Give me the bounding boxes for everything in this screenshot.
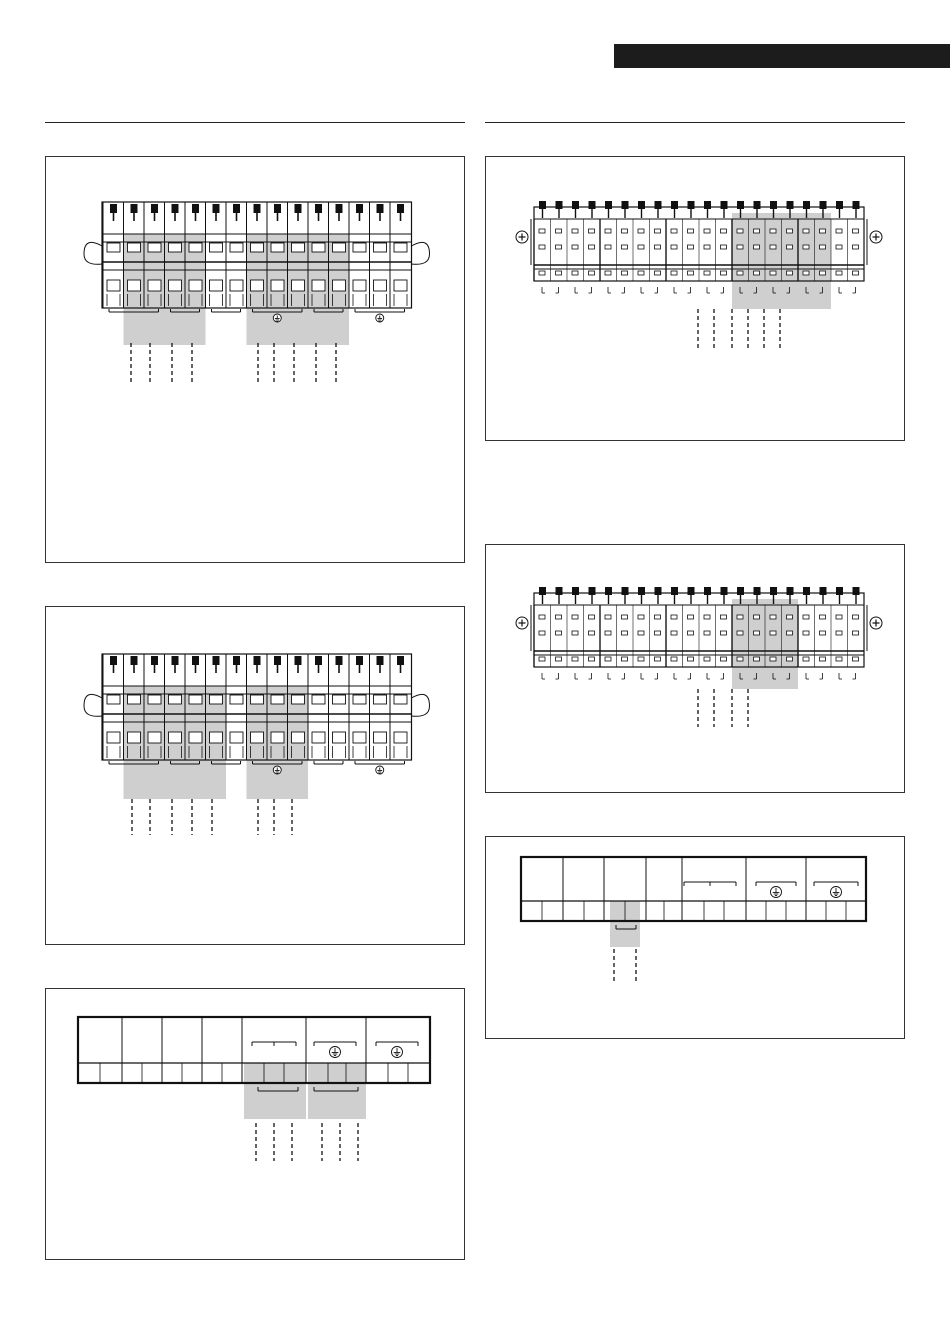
side-clip xyxy=(412,242,430,264)
indicator xyxy=(836,631,842,635)
indicator xyxy=(539,631,545,635)
breaker-toggle xyxy=(151,204,158,213)
diagram-panel-terminal-schematic-1 xyxy=(45,988,465,1260)
breaker-toggle xyxy=(737,201,744,209)
breaker-toggle xyxy=(254,204,261,213)
breaker-toggle xyxy=(397,656,404,665)
breaker-strip-diagram xyxy=(486,545,906,794)
indicator xyxy=(737,229,743,233)
pole-window xyxy=(333,732,346,743)
pole-window xyxy=(210,695,223,704)
indicator xyxy=(671,615,677,619)
breaker-toggle xyxy=(836,201,843,209)
indicator xyxy=(704,657,710,661)
indicator xyxy=(803,245,809,249)
indicator xyxy=(589,271,595,275)
side-clip xyxy=(84,242,102,264)
diagram-panel-breaker-row-2 xyxy=(45,606,465,945)
indicator xyxy=(655,657,661,661)
indicator xyxy=(803,271,809,275)
breaker-toggle xyxy=(274,204,281,213)
terminal-schematic-diagram xyxy=(486,837,906,1040)
indicator xyxy=(721,631,727,635)
breaker-toggle xyxy=(688,201,695,209)
indicator xyxy=(605,229,611,233)
indicator xyxy=(704,271,710,275)
diagram-panel-terminal-schematic-2 xyxy=(485,836,905,1039)
breaker-toggle xyxy=(721,587,728,595)
breaker-toggle xyxy=(397,204,404,213)
breaker-toggle xyxy=(213,656,220,665)
indicator xyxy=(688,245,694,249)
indicator xyxy=(820,229,826,233)
pole-window xyxy=(210,280,223,291)
pole-window xyxy=(394,243,407,252)
diagram-panel-breaker-strip-1 xyxy=(485,156,905,441)
breaker-toggle xyxy=(853,201,860,209)
side-clip xyxy=(412,694,430,716)
indicator xyxy=(622,271,628,275)
breaker-toggle xyxy=(556,587,563,595)
indicator xyxy=(572,229,578,233)
indicator xyxy=(853,245,859,249)
indicator xyxy=(853,229,859,233)
indicator xyxy=(787,245,793,249)
pole-window xyxy=(128,732,141,743)
breaker-toggle xyxy=(589,587,596,595)
breaker-toggle xyxy=(803,201,810,209)
breaker-toggle xyxy=(377,204,384,213)
breaker-toggle xyxy=(836,587,843,595)
indicator xyxy=(787,631,793,635)
indicator xyxy=(605,271,611,275)
indicator xyxy=(622,615,628,619)
breaker-toggle xyxy=(787,201,794,209)
indicator xyxy=(655,229,661,233)
breaker-toggle xyxy=(131,204,138,213)
breaker-toggle xyxy=(110,656,117,665)
pole-window xyxy=(353,732,366,743)
indicator xyxy=(556,657,562,661)
indicator xyxy=(803,657,809,661)
breaker-toggle xyxy=(704,201,711,209)
indicator xyxy=(754,615,760,619)
pole-window xyxy=(374,732,387,743)
breaker-toggle xyxy=(671,201,678,209)
pole-window xyxy=(333,243,346,252)
breaker-toggle xyxy=(803,587,810,595)
pole-window xyxy=(128,280,141,291)
indicator xyxy=(655,245,661,249)
pole-window xyxy=(189,695,202,704)
indicator xyxy=(770,245,776,249)
breaker-toggle xyxy=(754,587,761,595)
right-column-rule xyxy=(485,122,905,123)
indicator xyxy=(721,271,727,275)
indicator xyxy=(688,657,694,661)
pole-window xyxy=(148,695,161,704)
breaker-toggle xyxy=(192,656,199,665)
indicator xyxy=(820,631,826,635)
indicator xyxy=(704,229,710,233)
indicator xyxy=(638,245,644,249)
indicator xyxy=(671,657,677,661)
pole-window xyxy=(374,280,387,291)
indicator xyxy=(770,271,776,275)
breaker-toggle xyxy=(539,201,546,209)
indicator xyxy=(638,657,644,661)
indicator xyxy=(539,245,545,249)
indicator xyxy=(737,631,743,635)
indicator xyxy=(704,615,710,619)
indicator xyxy=(671,631,677,635)
breaker-toggle xyxy=(638,201,645,209)
indicator xyxy=(853,657,859,661)
breaker-toggle xyxy=(820,201,827,209)
indicator xyxy=(836,229,842,233)
breaker-toggle xyxy=(315,656,322,665)
indicator xyxy=(688,631,694,635)
pole-window xyxy=(312,695,325,704)
indicator xyxy=(754,631,760,635)
breaker-toggle xyxy=(172,656,179,665)
breaker-toggle xyxy=(622,587,629,595)
indicator xyxy=(589,229,595,233)
breaker-toggle xyxy=(556,201,563,209)
breaker-toggle xyxy=(295,656,302,665)
breaker-toggle xyxy=(377,656,384,665)
pole-window xyxy=(107,280,120,291)
indicator xyxy=(539,657,545,661)
indicator xyxy=(853,631,859,635)
pole-window xyxy=(169,243,182,252)
pole-window xyxy=(292,243,305,252)
breaker-row-diagram xyxy=(46,607,466,946)
breaker-strip-diagram xyxy=(486,157,906,442)
pole-window xyxy=(251,732,264,743)
pole-window xyxy=(312,732,325,743)
indicator xyxy=(770,631,776,635)
indicator xyxy=(556,271,562,275)
breaker-toggle xyxy=(356,656,363,665)
indicator xyxy=(820,657,826,661)
indicator xyxy=(770,229,776,233)
indicator xyxy=(655,631,661,635)
breaker-toggle xyxy=(572,201,579,209)
pole-window xyxy=(128,695,141,704)
pole-window xyxy=(271,280,284,291)
indicator xyxy=(754,271,760,275)
pole-window xyxy=(230,732,243,743)
pole-window xyxy=(394,732,407,743)
pole-window xyxy=(189,732,202,743)
indicator xyxy=(539,271,545,275)
indicator xyxy=(721,245,727,249)
indicator xyxy=(671,271,677,275)
breaker-toggle xyxy=(151,656,158,665)
pole-window xyxy=(210,732,223,743)
pole-window xyxy=(148,243,161,252)
pole-window xyxy=(353,695,366,704)
pole-window xyxy=(353,280,366,291)
pole-window xyxy=(394,280,407,291)
side-clip xyxy=(84,694,102,716)
indicator xyxy=(754,229,760,233)
terminal-schematic-diagram xyxy=(46,989,466,1261)
pole-window xyxy=(107,243,120,252)
indicator xyxy=(622,657,628,661)
indicator xyxy=(589,657,595,661)
indicator xyxy=(638,229,644,233)
pole-window xyxy=(292,280,305,291)
breaker-toggle xyxy=(131,656,138,665)
indicator xyxy=(605,657,611,661)
pole-window xyxy=(333,695,346,704)
breaker-toggle xyxy=(315,204,322,213)
indicator xyxy=(605,631,611,635)
indicator xyxy=(836,271,842,275)
pole-window xyxy=(292,732,305,743)
indicator xyxy=(737,271,743,275)
indicator xyxy=(556,631,562,635)
indicator xyxy=(820,271,826,275)
breaker-toggle xyxy=(254,656,261,665)
indicator xyxy=(721,615,727,619)
indicator xyxy=(853,271,859,275)
indicator xyxy=(572,271,578,275)
breaker-toggle xyxy=(213,204,220,213)
indicator xyxy=(787,271,793,275)
indicator xyxy=(803,631,809,635)
indicator xyxy=(737,245,743,249)
indicator xyxy=(754,245,760,249)
indicator xyxy=(787,229,793,233)
pole-window xyxy=(169,280,182,291)
pole-window xyxy=(374,695,387,704)
indicator xyxy=(589,631,595,635)
indicator xyxy=(572,615,578,619)
indicator xyxy=(622,631,628,635)
indicator xyxy=(688,271,694,275)
breaker-toggle xyxy=(110,204,117,213)
indicator xyxy=(638,631,644,635)
breaker-toggle xyxy=(754,201,761,209)
indicator xyxy=(556,615,562,619)
indicator xyxy=(853,615,859,619)
breaker-toggle xyxy=(704,587,711,595)
indicator xyxy=(770,657,776,661)
breaker-toggle xyxy=(274,656,281,665)
indicator xyxy=(803,229,809,233)
pole-window xyxy=(292,695,305,704)
indicator xyxy=(605,245,611,249)
diagram-panel-breaker-strip-2 xyxy=(485,544,905,793)
indicator xyxy=(820,245,826,249)
pole-window xyxy=(189,243,202,252)
pole-window xyxy=(230,243,243,252)
indicator xyxy=(721,229,727,233)
diagram-panel-breaker-row-1 xyxy=(45,156,465,563)
indicator xyxy=(589,615,595,619)
indicator xyxy=(836,657,842,661)
pole-window xyxy=(148,732,161,743)
breaker-toggle xyxy=(605,587,612,595)
pole-window xyxy=(128,243,141,252)
breaker-toggle xyxy=(770,587,777,595)
pole-window xyxy=(107,695,120,704)
header-bar xyxy=(614,44,950,68)
indicator xyxy=(638,615,644,619)
indicator xyxy=(737,615,743,619)
indicator xyxy=(688,229,694,233)
breaker-toggle xyxy=(853,587,860,595)
indicator xyxy=(721,657,727,661)
pole-window xyxy=(271,695,284,704)
pole-window xyxy=(251,695,264,704)
pole-window xyxy=(312,243,325,252)
indicator xyxy=(820,615,826,619)
indicator xyxy=(836,615,842,619)
pole-window xyxy=(333,280,346,291)
breaker-toggle xyxy=(233,656,240,665)
pole-window xyxy=(271,732,284,743)
pole-window xyxy=(189,280,202,291)
breaker-toggle xyxy=(295,204,302,213)
breaker-toggle xyxy=(622,201,629,209)
indicator xyxy=(803,615,809,619)
indicator xyxy=(622,229,628,233)
breaker-toggle xyxy=(737,587,744,595)
pole-window xyxy=(251,280,264,291)
indicator xyxy=(704,245,710,249)
indicator xyxy=(572,631,578,635)
indicator xyxy=(605,615,611,619)
pole-window xyxy=(230,695,243,704)
breaker-toggle xyxy=(336,656,343,665)
indicator xyxy=(655,271,661,275)
pole-window xyxy=(394,695,407,704)
indicator xyxy=(622,245,628,249)
breaker-row-diagram xyxy=(46,157,466,564)
breaker-toggle xyxy=(638,587,645,595)
indicator xyxy=(770,615,776,619)
indicator xyxy=(787,615,793,619)
breaker-toggle xyxy=(539,587,546,595)
breaker-toggle xyxy=(572,587,579,595)
breaker-toggle xyxy=(820,587,827,595)
indicator xyxy=(787,657,793,661)
indicator xyxy=(737,657,743,661)
pole-window xyxy=(312,280,325,291)
indicator xyxy=(671,229,677,233)
indicator xyxy=(638,271,644,275)
pole-window xyxy=(374,243,387,252)
breaker-toggle xyxy=(655,201,662,209)
breaker-toggle xyxy=(192,204,199,213)
pole-window xyxy=(169,695,182,704)
indicator xyxy=(836,245,842,249)
indicator xyxy=(539,615,545,619)
pole-window xyxy=(107,732,120,743)
terminal-block-frame xyxy=(521,857,866,921)
breaker-toggle xyxy=(655,587,662,595)
breaker-toggle xyxy=(671,587,678,595)
left-column-rule xyxy=(45,122,465,123)
pole-window xyxy=(148,280,161,291)
pole-window xyxy=(210,243,223,252)
pole-window xyxy=(230,280,243,291)
pole-window xyxy=(353,243,366,252)
indicator xyxy=(688,615,694,619)
breaker-toggle xyxy=(605,201,612,209)
breaker-toggle xyxy=(233,204,240,213)
breaker-toggle xyxy=(688,587,695,595)
pole-window xyxy=(271,243,284,252)
breaker-toggle xyxy=(770,201,777,209)
indicator xyxy=(754,657,760,661)
indicator xyxy=(556,229,562,233)
indicator xyxy=(704,631,710,635)
breaker-toggle xyxy=(589,201,596,209)
breaker-toggle xyxy=(336,204,343,213)
indicator xyxy=(572,657,578,661)
breaker-toggle xyxy=(172,204,179,213)
indicator xyxy=(671,245,677,249)
breaker-toggle xyxy=(356,204,363,213)
indicator xyxy=(655,615,661,619)
indicator xyxy=(556,245,562,249)
breaker-toggle xyxy=(721,201,728,209)
breaker-toggle xyxy=(787,587,794,595)
pole-window xyxy=(169,732,182,743)
pole-window xyxy=(251,243,264,252)
indicator xyxy=(539,229,545,233)
indicator xyxy=(572,245,578,249)
indicator xyxy=(589,245,595,249)
